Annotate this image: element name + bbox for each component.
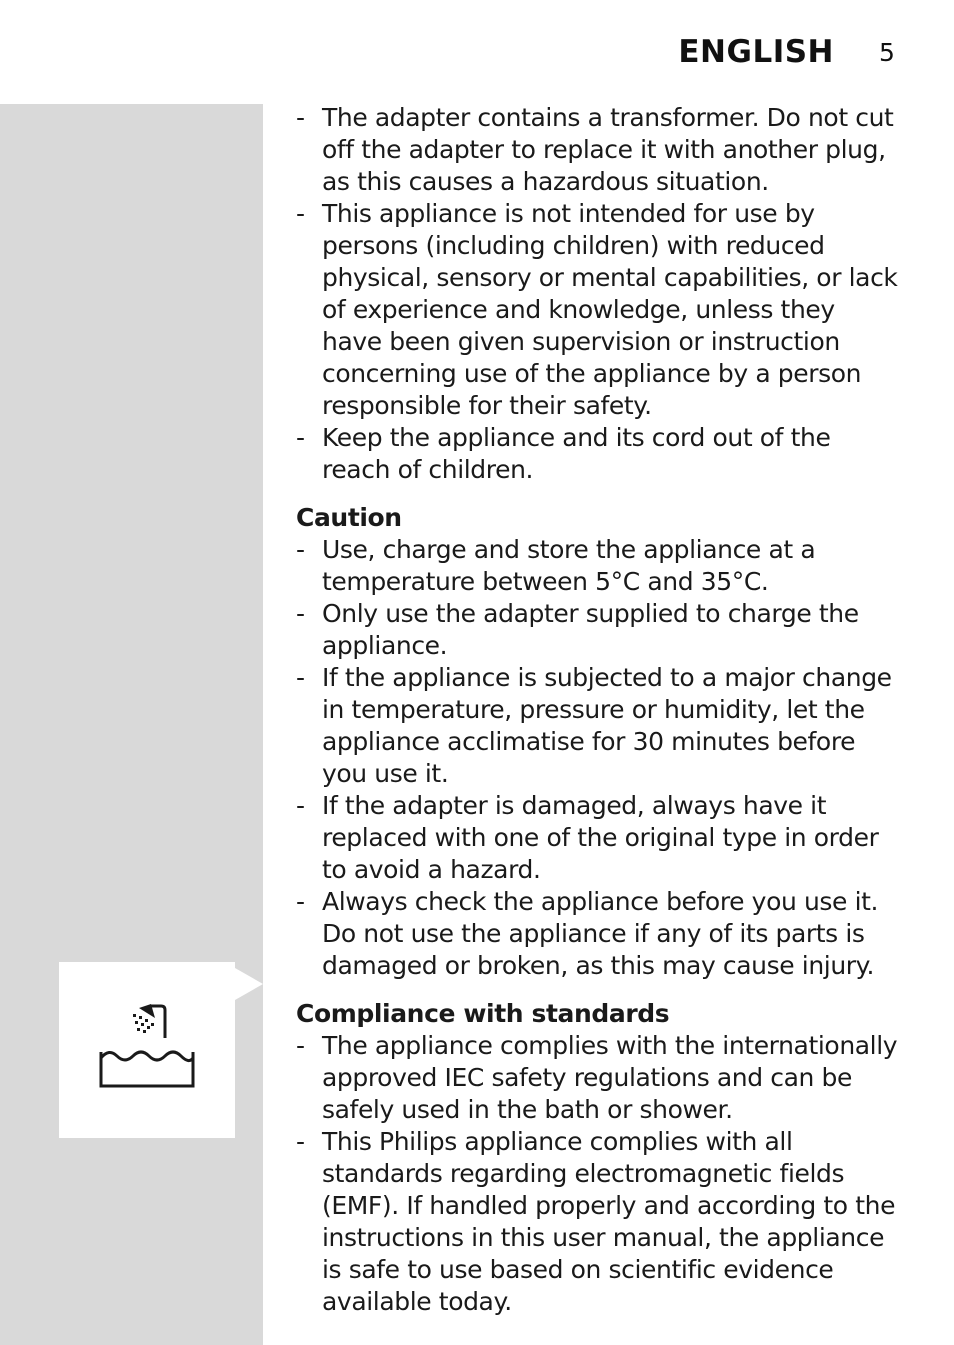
compliance-list — [296, 1030, 901, 1318]
content-column — [296, 102, 901, 1318]
list-item: - Always check the appliance before you use it. Do not use the appliance if any of its parts is damaged or broken, as this may cause injury. — [296, 886, 901, 982]
caution-list — [296, 534, 901, 982]
list-item: - The adapter contains a transformer. Do not cut off the adapter to replace it with another plug, as this causes a hazardous situation. — [296, 102, 901, 198]
compliance-heading: Compliance with standards — [296, 999, 670, 1028]
intro-list — [296, 102, 901, 486]
list-item: - This Philips appliance complies with all standards regarding electromagnetic fields (EMF). If handled properly and according to the instructions in this user manual, the appliance is safe to use based on scientific evidence available today. — [296, 1126, 901, 1318]
list-item: - Use, charge and store the appliance at a temperature between 5°C and 35°C. — [296, 534, 901, 598]
list-item: - Keep the appliance and its cord out of the reach of children. — [296, 422, 901, 486]
sidebar-panel — [0, 104, 263, 1345]
list-item: - Only use the adapter supplied to charge the appliance. — [296, 598, 901, 662]
list-item: - The appliance complies with the internationally approved IEC safety regulations and can be safely used in the bath or shower. — [296, 1030, 901, 1126]
bath-shower-icon-box — [59, 962, 235, 1138]
caution-heading: Caution — [296, 503, 402, 532]
list-item: - This appliance is not intended for use by persons (including children) with reduced physical, sensory or mental capabilities, or lack of experience and knowledge, unless they have been given supervision or instruction concerning use of the appliance by a person responsible for their safety. — [296, 198, 901, 422]
list-item: - If the appliance is subjected to a major change in temperature, pressure or humidity, let the appliance acclimatise for 30 minutes before you use it. — [296, 662, 901, 790]
list-item: - If the adapter is damaged, always have it replaced with one of the original type in order to avoid a hazard. — [296, 790, 901, 886]
page-number: 5 — [879, 38, 895, 67]
language-heading: ENGLISH — [678, 34, 834, 70]
icon-pointer — [235, 968, 263, 1000]
bath-shower-icon — [95, 1002, 199, 1094]
